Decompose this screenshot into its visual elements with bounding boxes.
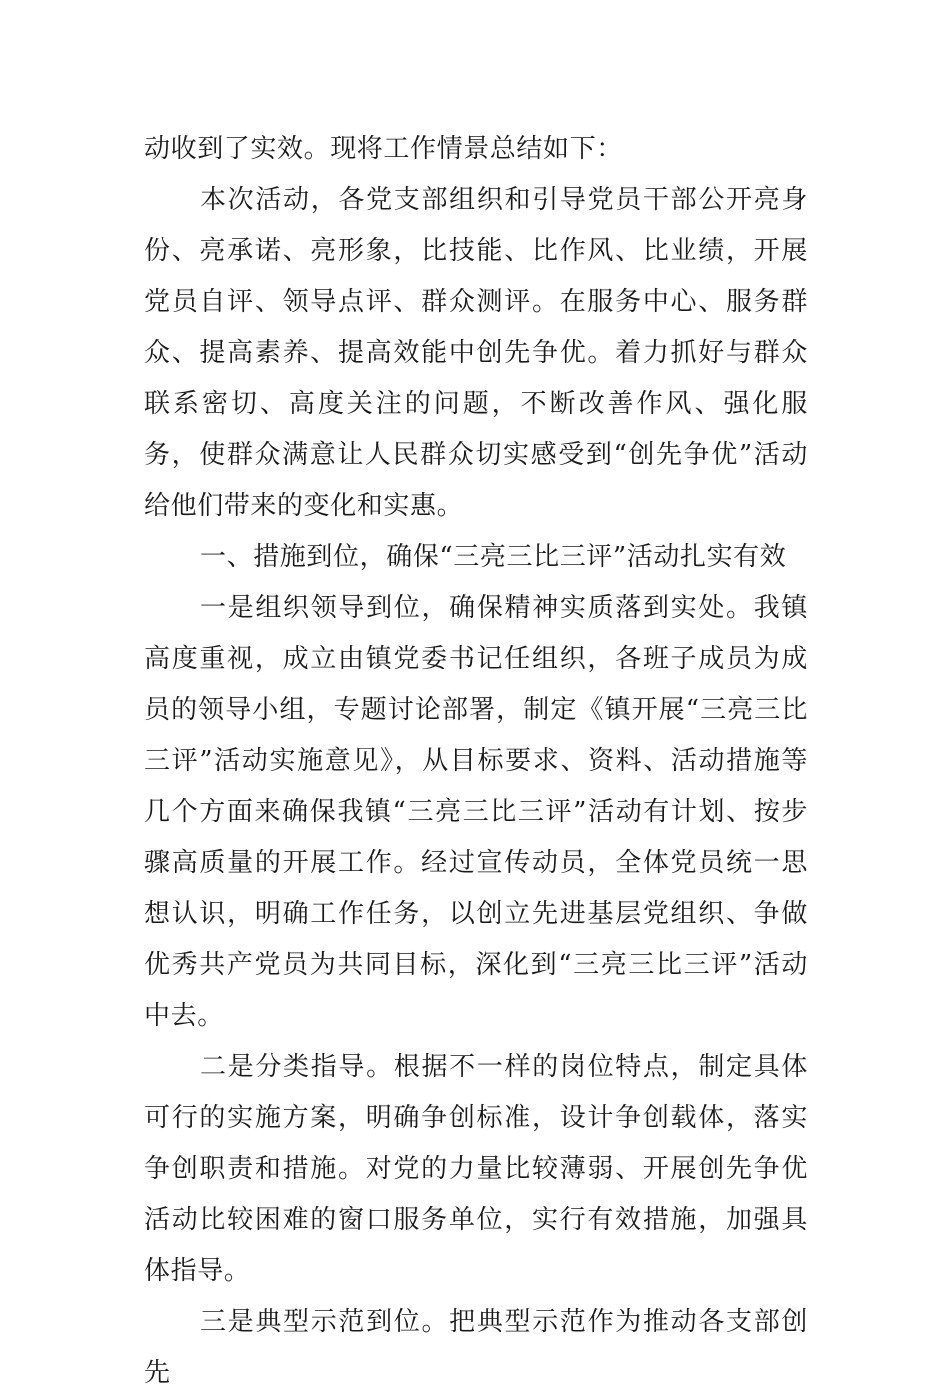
document-body	[144, 124, 808, 1399]
section-heading-measures: 一、措施到位，确保“三亮三比三评”活动扎实有效	[200, 542, 787, 572]
paragraph-organization-leadership: 一是组织领导到位，确保精神实质落到实处。我镇高度重视，成立由镇党委书记任组织，各班子成员为成员的领导小组，专题讨论部署，制定《镇开展“三亮三比三评”活动实施意见》，从目标要求、资料、活动措施等几个方面来确保我镇“三亮三比三评”活动有计划、按步骤高质量的开展工作。经过宣传动员，全体党员统一思想认识，明确工作任务，以创立先进基层党组织、争做优秀共产党员为共同目标，深化到“三亮三比三评”活动中去。	[144, 593, 808, 1031]
paragraph-classified-guidance: 二是分类指导。根据不一样的岗位特点，制定具体可行的实施方案，明确争创标准，设计争创载体，落实争创职责和措施。对党的力量比较薄弱、开展创先争优活动比较困难的窗口服务单位，实行有效措施，加强具体指导。	[144, 1052, 808, 1286]
paragraph-typical-demonstration: 三是典型示范到位。把典型示范作为推动各支部创先	[144, 1307, 808, 1388]
paragraph-intro-continuation: 动收到了实效。现将工作情景总结如下：	[144, 134, 623, 164]
paragraph-activity-overview: 本次活动，各党支部组织和引导党员干部公开亮身份、亮承诺、亮形象，比技能、比作风、比业绩，开展党员自评、领导点评、群众测评。在服务中心、服务群众、提高素养、提高效能中创先争优。着力抓好与群众联系密切、高度关注的问题，不断改善作风、强化服务，使群众满意让人民群众切实感受到“创先争优”活动给他们带来的变化和实惠。	[144, 185, 808, 521]
